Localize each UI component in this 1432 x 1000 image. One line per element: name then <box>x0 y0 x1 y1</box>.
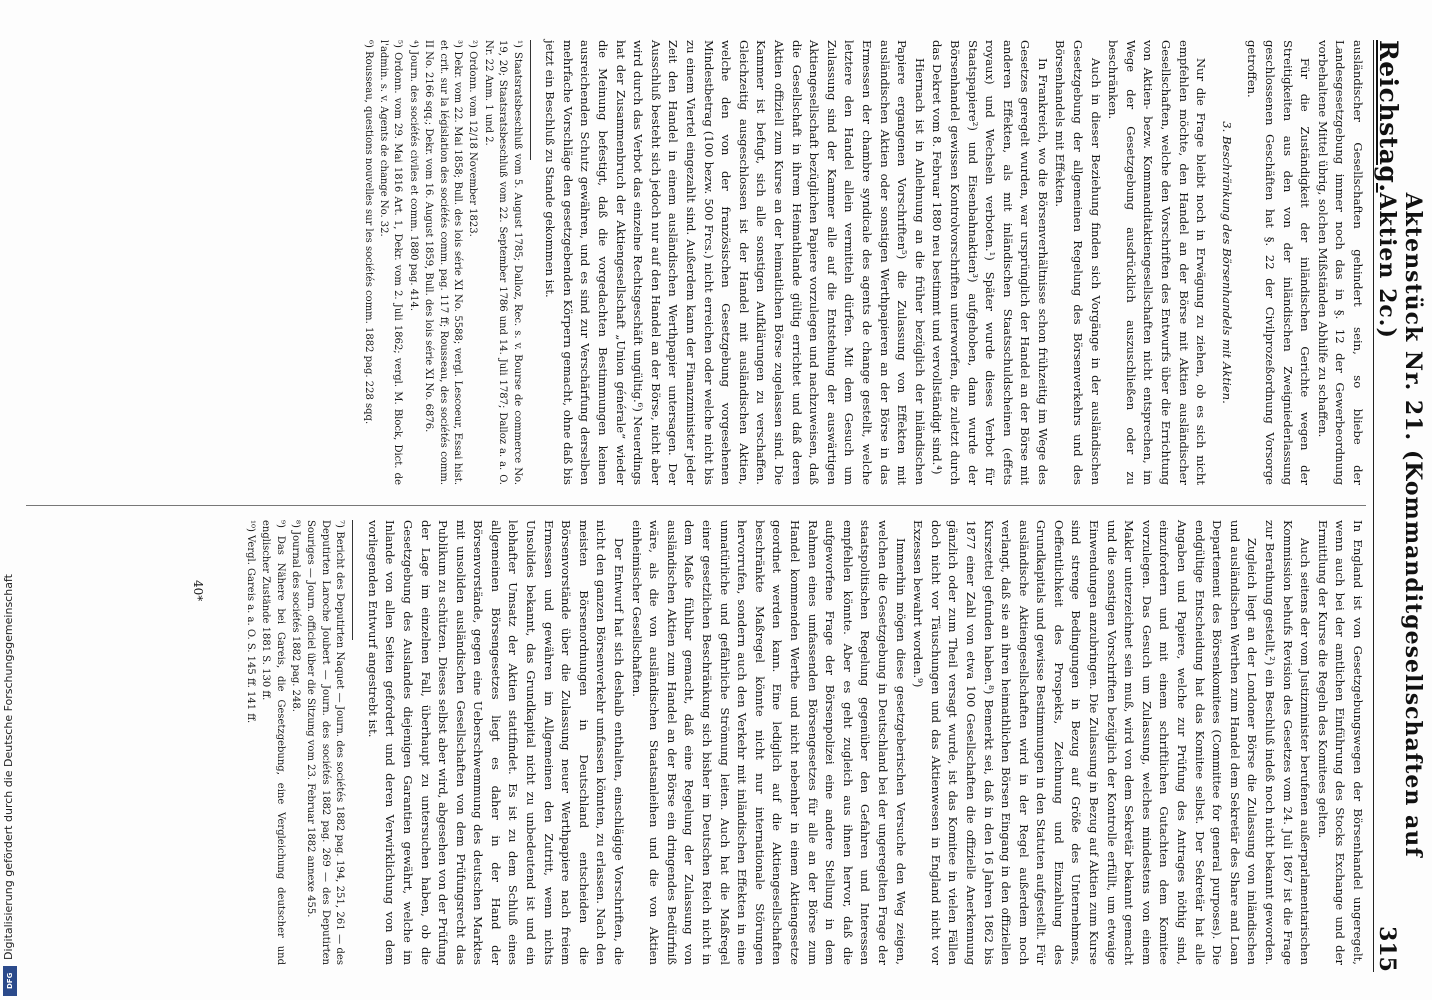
footnote: ¹) Staatsratsbeschluß vom 5. August 1785; Dalloz, Rec. s. v. Bourse de commerce No. 19, 20; Staatsratsbeschluß vom 22. September 1786 und 14. Juli 1787; Dalloz a. a. O. Nr. 22 Anm. 1 und 2. <box>482 40 523 485</box>
footnote: ⁵) Ordonn. vom 29. Mai 1816 Art. 1, Dekr. vom 2. Juli 1862; vergl. M. Block, Dict. de l'admin. s. v. Agents de change No. 32. <box>378 40 404 485</box>
footnotes <box>360 40 523 485</box>
footnote: ⁹) Das Nähere bei Gareis, die Gesetzgebung, eine Vergleichung deutscher und englischer Zustände 1881 S. 130 ff. <box>260 520 286 965</box>
footnote: ¹⁰) Vergl. Gareis a. a. O. S. 145 ff. 141 ff. <box>244 520 256 724</box>
header-document-title: Aktenstück Nr. 21. (Kommanditgesellschaften auf Aktien 2c.) <box>1374 192 1426 858</box>
footnote-rule <box>352 520 353 640</box>
section-subheading: 3. Beschränkung des Börsenhandels mit Aktien. <box>1219 121 1234 404</box>
page-header <box>1373 40 1426 972</box>
paragraph: Nur die Frage bleibt noch in Erwägung zu ziehen, ob es sich nicht empfehlen möchte, den Handel an der Börse mit Aktien ausländischer Gesellschaften, welche den Vorschriften des Entwurfs über die Errichtung von Aktien- bezw. Kommanditaktiengesellschaften nicht entsprechen, im Wege der Gesetzgebung ausdrücklich auszuschließen oder zu beschränken. <box>1106 40 1209 485</box>
footnote: ⁴) Journ. des sociétés civiles et comm. 1880 pag. 414. <box>407 40 419 312</box>
paragraph: Auch seitens der vom Justizminister berufenen außerparlamentarischen Kommission behufs Revision des Gesetzes vom 24. Juli 1867 ist die Frage zur Berathung gestellt,²) ein Beschluß indeß noch nicht bekannt geworden. <box>1263 520 1313 965</box>
paragraph: Immerhin mögen diese gesetzgeberischen Versuche den Weg zeigen, welchen die Gesetzgebung in Deutschland bei der ungeregelten Frage der staatspolitischen Regelung gegenüber den Gefahren und Interessen empfehlen könnte. Aber es geht zugleich aus ihnen hervor, daß die aufgeworfene Frage der Börsenpolizei eine andere Stellung in dem Rahmen eines umfassenden Börsengesetzes für alle an der Börse zum Handel kommenden Werthe und nicht nebenher in einem Aktiengesetze geordnet werden kann. Eine lediglich auf die Aktiengesellschaften beschränkte Maßregel könnte nicht nur internationale Störungen hervorrufen, sondern auch den Verkehr mit inländischen Effekten in eine unnatürliche und gefährliche Strömung leiten. Auch hat die Maßregel einer gesetzlichen Beschränkung sich bisher im Deutschen Reich nicht in dem Maße fühlbar gemacht, daß eine Regelung der Zulassung von ausländischen Aktien zum Handel an der Börse ein dringendes Bedürfniß wäre, als die von ausländischen Staatsanleihen und die von Aktien einheimischer Gesellschaften. <box>629 520 908 965</box>
paragraph: Zugleich liegt an der Londoner Börse die Zulassung von inländischen und ausländischen Werthen zum Handel dem Sekretär des Share and Loan Departement des Börsenkomitees (Committee for general purposes). Die endgültige Entscheidung hat das Komitee selbst. Der Sekretär hat alle Angaben und Papiere, welche zur Prüfung des Antrages nöthig sind, einzufordern und mit einem schriftlichen Gutachten dem Komitee vorzulegen. Das Gesuch um Zulassung, welches mindestens von einem Makler unterzeichnet sein muß, wird von dem Sekretär bekannt gemacht und die sonstigen Vorschriften bezüglich der Kontrolle erfüllt, um etwaige Einwendungen anzubringen. Die Zulassung in Bezug auf Aktien zum Kurse sind strenge Bedingungen in Bezug auf Größe des Unternehmens, Oeffentlichkeit des Prospekts, Zeichnung und Einzahlung des Grundkapitals und gewisse Bestimmungen in den Statuten aufgestellt. Für ausländische Aktiengesellschaften wird in der Regel außerdem noch verlangt, daß sie an ihren heimathlichen Börsen Eingang in den offiziellen Kurszettel gefunden haben.⁸) Bemerkt sei, daß in den 16 Jahren 1862 bis 1877 einer Zahl von etwa 100 Gesellschaften die offizielle Anerkennung gänzlich oder zum Theil versagt wurde, ist das Komitee in vielen Fällen doch nicht vor Täuschungen und das Aktienwesen in England nicht vor Exzessen bewahrt worden.⁹) <box>911 520 1260 965</box>
digitization-note <box>2 0 20 1000</box>
paragraph: In England ist von Gesetzgebungswegen der Börsenhandel ungeregelt, wenn auch bei der amtlichen Einführung des Stocks Exchange und der Ermittlung der Kurse die Regeln des Komitees gelten. <box>1315 520 1365 965</box>
paragraph: Für die Zuständigkeit der inländischen Gerichte wegen der Streitigkeiten aus den von der inländischen Zweigniederlassung geschlossenen Geschäften hat §. 22 der Civilprozeßordnung Vorsorge getroffen. <box>1245 40 1313 485</box>
sheet-signature: 40* <box>191 580 206 602</box>
footnote: ³) Dekr. vom 22. Mai 1858; Bull. des lois série XI No. 5588; vergl. Lescoeur, Essai hist. et crit. sur la législation des sociétés comm. pag. 117 ff; Rousseau, des sociétés comm. II No. 2166 sqq.; Dekr. vom 16. August 1859, Bull. des lois série XI No. 6876. <box>423 40 464 485</box>
footnotes <box>242 520 346 965</box>
footnote-rule <box>530 40 531 160</box>
paragraph: In Frankreich, wo die Börsenverhältnisse schon frühzeitig im Wege des Gesetzes geregelt wurden, war ursprünglich der Handel an der Börse mit anderen Effekten, als mit inländischen Staatsschuldscheinen (effets royaux) und Wechseln verboten.¹) Später wurde dieses Verbot für Staatspapiere²) und Eisenbahnaktien³) aufgehoben, dann wurde der Börsenhandel gewissen Kontrolvorschriften unterworfen, die zuletzt durch das Dekret vom 8. Februar 1880 neu bestimmt und vervollständigt sind.⁴) <box>930 40 1050 485</box>
page-number: 315 <box>1374 926 1400 972</box>
paragraph: Hiernach ist in Anlehnung an die früher bezüglich der inländischen Papiere ergangenen Vorschriften⁵) die Zulassung von Effekten mit ausländischen Aktien oder sonstigen Werthpapieren an der Börse in das Ermessen der chambre syndicale des agents de change gestellt, welche letztere den Handel allein vermitteln dürfen. Mit dem Gesuch um Zulassung sind der Kammer alle auf die Entstehung der auswärtigen Aktiengesellschaft bezüglichen Papiere vorzulegen und nachzuweisen, daß die Gesellschaft in ihrem Heimathlande gültig errichtet und daß deren Aktien offiziell zum Kurse an der heimatlichen Börse zugelassen sind. Die Kammer ist befugt, sich alle sonstigen Aufklärungen zu verschaffen. Gleichzeitig ausgeschlossen ist der Handel mit ausländischen Aktien, welche den von der französischen Gesetzgebung vorgesehenen Mindestbetrag (100 bezw. 500 Frcs.) nicht erreichen oder welche nicht bis zu einem Viertel eingezahlt sind. Außerdem kann der Finanzminister jeder Zeit den Handel in einem ausländischen Werthpapier untersagen. Der Ausschluß besteht sich jedoch nur auf den Handel an der Börse, nicht aber wird durch das Verbot das einzelne Rechtsgeschäft ungültig.⁶) Neuerdings hat der Zusammenbruch der Aktiengesellschaft „Union générale“ wieder die Meinung befestigt, daß die vorgedachten Bestimmungen keinen ausreichenden Schutz gewähren, und es sind zur Verschärfung derselben mehrfache Vorschläge den gesetzgebenden Körpern gemacht, ohne daß bis jetzt ein Beschluß zu Stande gekommen ist. <box>543 40 927 485</box>
digitization-credit: Digitalisierung gefördert durch die Deutsche Forschungsgemeinschaft <box>2 574 15 960</box>
column-divider <box>26 505 1366 506</box>
header-title-reichstag: Reichstag. <box>1374 40 1403 193</box>
paragraph: Der Entwurf hat sich deshalb enthalten, einschlägige Vorschriften, die nicht den ganzen Börsenverkehr umfassen könnten, zu erlassen. Nach den meisten Börsenordnungen in Deutschland entscheiden die Börsenvorstände über die Zulassung neuer Werthpapiere nach freiem Ermessen und gewähren im Allgemeinen den Zutritt, wenn nichts Unsolides bekannt, das Grundkapital nicht zu unbedeutend ist und ein lebhafter Umsatz der Aktien stattfindet. Es ist zu dem Schluß eines allgemeinen Börsengesetzes liegt es daher in der Hand der Börsenvorstände, gegen eine Ueberschwemmung des deutschen Marktes mit unsoliden ausländischen Gesellschaften von dem Prüfungsrecht das Publikum zu schützen. Dieses selbst aber wird, abgesehen von der Prüfung der Lage im einzelnen Fall, überhaupt zu untersuchen haben, ob die Gesetzgebung des Auslandes diejenigen Garantien gewährt, welche im Inlande von allen Seiten gefordert und deren Verwirklichung von dem vorliegenden Entwurf angestrebt ist. <box>365 520 627 965</box>
paragraph: ausländischer Gesellschaften gehindert sein, so bliebe der Landesgesetzgebung immer noch das in §. 12 der Gewerbeordnung vorbehaltene Mittel übrig, solchen Mißständen Abhilfe zu schaffen. <box>1315 40 1365 485</box>
footnote: ²) Ordonn. vom 12/18 November 1823. <box>467 40 479 237</box>
dfg-logo-icon: DFG <box>3 966 17 996</box>
column-first <box>359 40 1366 485</box>
paragraph: Auch in dieser Beziehung finden sich Vorgänge in der ausländischen Gesetzgebung der allgemeinen Regelung des Börsenverkehrs und des Börsenhandels mit Effekten. <box>1053 40 1103 485</box>
column-second <box>189 520 1366 965</box>
footnote: ⁶) Rousseau, questions nouvelles sur les sociétés comm. 1882 pag. 228 sqq. <box>362 40 374 425</box>
footnote: ⁷) Bericht des Deputirten Naquet — Journ. des sociétés 1882 pag. 194, 251, 261 — des Deputirten Laroche Joubert — Journ. des sociétés 1882 pag. 269 — des Deputirten Souriges — Journ. officiel über die Sitzung vom 23. Februar 1882 annexe 455. <box>305 520 346 965</box>
footnote: ⁸) Journal des sociétés 1882 pag. 248. <box>289 520 301 712</box>
